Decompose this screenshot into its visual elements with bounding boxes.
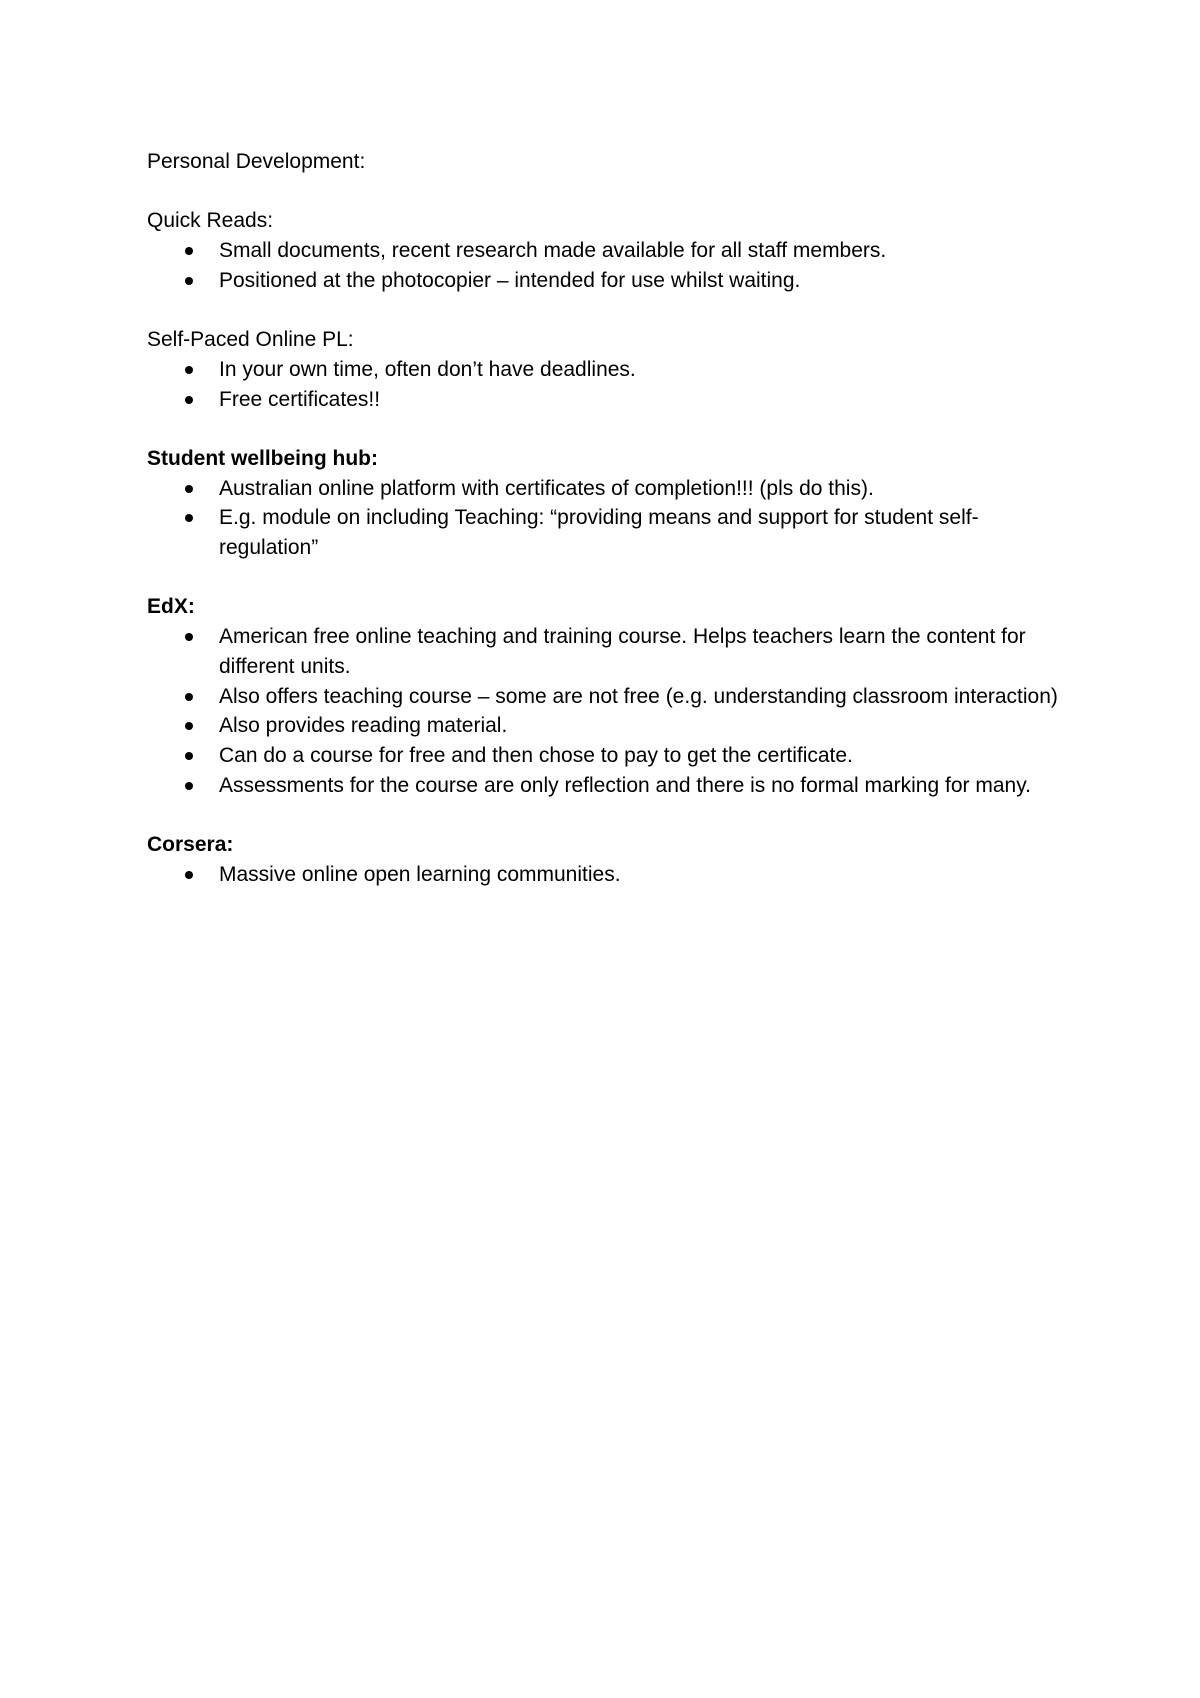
section-self-paced-online-pl bbox=[147, 325, 1067, 414]
list-item-text: American free online teaching and training course. Helps teachers learn the content for different units. bbox=[219, 625, 1026, 678]
list-item bbox=[147, 682, 1067, 712]
list-item bbox=[147, 355, 1067, 385]
list-item-text: Positioned at the photocopier – intended for use whilst waiting. bbox=[219, 268, 801, 292]
bullet-list bbox=[147, 236, 1067, 295]
section-student-wellbeing-hub bbox=[147, 444, 1067, 563]
bullet-icon bbox=[185, 782, 193, 790]
bullet-icon bbox=[185, 396, 193, 404]
bullet-icon bbox=[185, 722, 193, 730]
document-body bbox=[147, 147, 1067, 919]
bullet-icon bbox=[185, 366, 193, 374]
list-item bbox=[147, 622, 1067, 681]
list-item-text: Australian online platform with certificates of completion!!! (pls do this). bbox=[219, 476, 874, 500]
document-title: Personal Development: bbox=[147, 150, 366, 173]
bullet-list bbox=[147, 860, 1067, 890]
section-quick-reads bbox=[147, 206, 1067, 295]
bullet-icon bbox=[185, 752, 193, 760]
list-item bbox=[147, 385, 1067, 415]
list-item-text: Can do a course for free and then chose to pay to get the certificate. bbox=[219, 744, 853, 767]
list-item bbox=[147, 474, 1067, 504]
list-item-text: Free certificates!! bbox=[219, 387, 381, 411]
list-item bbox=[147, 771, 1067, 801]
bullet-icon bbox=[185, 485, 193, 493]
bullet-icon bbox=[185, 247, 193, 255]
list-item bbox=[147, 266, 1067, 296]
section-heading: Student wellbeing hub: bbox=[147, 446, 378, 470]
section-heading: Self-Paced Online PL: bbox=[147, 328, 354, 352]
bullet-icon bbox=[185, 633, 193, 641]
list-item-text: In your own time, often don’t have deadlines. bbox=[219, 357, 636, 381]
bullet-icon bbox=[185, 277, 193, 285]
section-heading: EdX: bbox=[147, 595, 195, 619]
list-item bbox=[147, 741, 1067, 771]
bullet-list bbox=[147, 622, 1067, 800]
list-item-text: E.g. module on including Teaching: “providing means and support for student self-regulation” bbox=[219, 506, 979, 560]
list-item-text: Also provides reading material. bbox=[219, 714, 508, 738]
list-item-text: Assessments for the course are only reflection and there is no formal marking for many. bbox=[219, 773, 1031, 797]
section-heading: Corsera: bbox=[147, 833, 234, 857]
list-item bbox=[147, 860, 1067, 890]
list-item-text: Massive online open learning communities. bbox=[219, 862, 621, 886]
list-item bbox=[147, 236, 1067, 266]
section-corsera bbox=[147, 830, 1067, 889]
section-heading: Quick Reads: bbox=[147, 209, 274, 233]
list-item bbox=[147, 711, 1067, 741]
bullet-list bbox=[147, 474, 1067, 563]
list-item bbox=[147, 503, 1067, 562]
section-edx bbox=[147, 592, 1067, 800]
bullet-list bbox=[147, 355, 1067, 414]
list-item-text: Small documents, recent research made available for all staff members. bbox=[219, 239, 887, 263]
bullet-icon bbox=[185, 514, 193, 522]
bullet-icon bbox=[185, 693, 193, 701]
list-item-text: Also offers teaching course – some are not free (e.g. understanding classroom interaction) bbox=[219, 684, 1058, 708]
bullet-icon bbox=[185, 871, 193, 879]
